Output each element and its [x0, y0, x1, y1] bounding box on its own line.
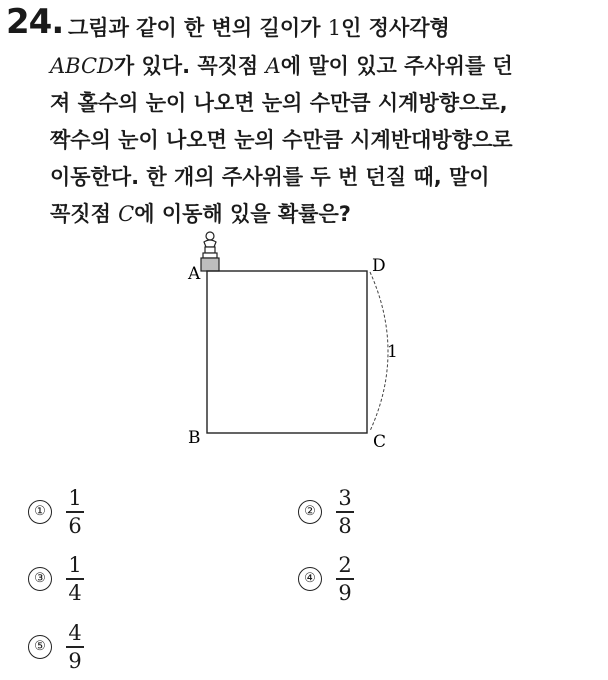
- choice-fraction: [66, 621, 84, 673]
- side-length-label: 1: [387, 342, 398, 362]
- numerator: 2: [338, 553, 352, 577]
- denominator: 8: [338, 513, 352, 538]
- square-diagram: [170, 225, 430, 455]
- choice-marker: ①: [28, 500, 52, 524]
- math-symbol: A: [265, 54, 281, 78]
- question-text: 인 정사각형: [341, 16, 450, 40]
- choice-fraction: [66, 553, 84, 605]
- vertex-label-d: D: [372, 256, 386, 276]
- denominator: 9: [68, 648, 82, 673]
- numerator: 4: [68, 621, 82, 645]
- choice-3[interactable]: [28, 553, 84, 605]
- number-text: 1: [327, 16, 342, 40]
- vertex-label-b: B: [188, 428, 201, 448]
- choice-marker: ③: [28, 567, 52, 591]
- question-text: 이동한다. 한 개의 주사위를 두 번 던질 때, 말이: [50, 165, 490, 189]
- choice-marker: ⑤: [28, 635, 52, 659]
- choice-marker: ②: [298, 500, 322, 524]
- choice-fraction: [66, 486, 84, 538]
- numerator: 1: [68, 553, 82, 577]
- question-line-5: [50, 161, 490, 191]
- square-abcd: [207, 271, 367, 433]
- fraction-bar: [66, 578, 84, 579]
- question-text: 그림과 같이 한 변의 길이가: [68, 16, 328, 40]
- vertex-label-c: C: [373, 432, 387, 452]
- numerator: 3: [338, 486, 352, 510]
- choice-2[interactable]: [298, 486, 354, 538]
- math-symbol: ABCD: [50, 54, 114, 78]
- question-line-3: [50, 87, 508, 117]
- math-symbol: C: [118, 202, 135, 226]
- side-length-arc: [370, 272, 388, 431]
- denominator: 6: [68, 513, 82, 538]
- choice-fraction: [336, 486, 354, 538]
- question-line-2: [50, 50, 513, 80]
- choice-fraction: [336, 553, 354, 605]
- question-text: 져 홀수의 눈이 나오면 눈의 수만큼 시계방향으로,: [50, 91, 508, 115]
- question-text: 에 말이 있고 주사위를 던: [280, 54, 513, 78]
- fraction-bar: [336, 511, 354, 512]
- question-text: 꼭짓점: [50, 202, 119, 226]
- question-text: 짝수의 눈이 나오면 눈의 수만큼 시계반대방향으로: [50, 128, 513, 152]
- fraction-bar: [336, 578, 354, 579]
- vertex-label-a: A: [188, 264, 201, 284]
- question-line-4: [50, 124, 513, 154]
- numerator: 1: [68, 486, 82, 510]
- question-number: 24.: [6, 2, 64, 42]
- choice-4[interactable]: [298, 553, 354, 605]
- choice-marker: ④: [298, 567, 322, 591]
- denominator: 9: [338, 580, 352, 605]
- question-line-1: [68, 12, 450, 42]
- choice-1[interactable]: [28, 486, 84, 538]
- game-piece-icon: [201, 232, 219, 271]
- question-line-6: [50, 198, 351, 228]
- denominator: 4: [68, 580, 82, 605]
- question-text: 가 있다. 꼭짓점: [113, 54, 266, 78]
- choice-5[interactable]: [28, 621, 84, 673]
- question-text: 에 이동해 있을 확률은?: [134, 202, 351, 226]
- fraction-bar: [66, 511, 84, 512]
- fraction-bar: [66, 646, 84, 647]
